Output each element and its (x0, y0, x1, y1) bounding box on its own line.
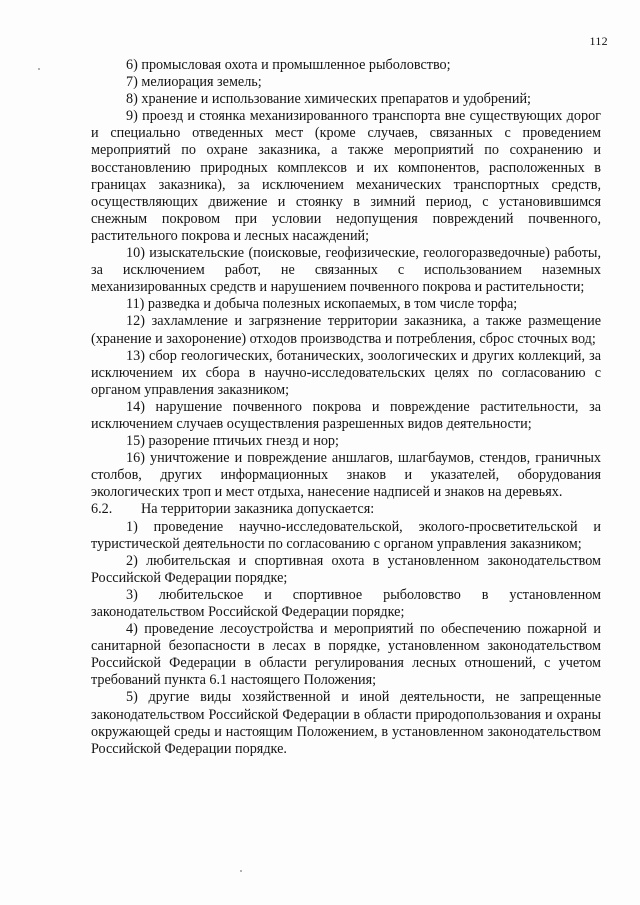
section-heading-text: На территории заказника допускается: (141, 501, 375, 518)
permitted-item: 1) проведение научно-исследовательской, эколого-просветительской и туристической деятельности по согласованию с органом управления заказником; (91, 518, 601, 552)
list-item: 7) мелиорация земель; (126, 74, 262, 91)
list-item: 9) проезд и стоянка механизированного транспорта вне существующих дорог и специально отведенных мест (кроме случаев, связанных с проведением мероприятий по охране заказника, а также мероприятий по сохранению и восстановлению природных комплексов и их компонентов, расположенных в границах заказника), за исключением механических транспортных средств, осуществляющих движение и стоянку в зимний период, с установившимся снежным покровом при условии недопущения повреждений почвенного, растительного покрова и лесных насаждений; (91, 108, 601, 244)
scan-speck (38, 68, 40, 70)
section-number: 6.2. (91, 501, 113, 518)
list-item: 15) разорение птичьих гнезд и нор; (126, 433, 339, 450)
list-item: 13) сбор геологических, ботанических, зоологических и других коллекций, за исключением их сбора в научно-исследовательских целях по согласованию с органом управления заказником; (91, 347, 601, 398)
list-item: 14) нарушение почвенного покрова и повреждение растительности, за исключением случаев осуществления разрешенных видов деятельности; (91, 398, 601, 432)
scan-speck (240, 870, 242, 872)
list-item: 12) захламление и загрязнение территории заказника, а также размещение (хранение и захоронение) отходов производства и потребления, сброс сточных вод; (91, 313, 601, 347)
permitted-item: 3) любительское и спортивное рыболовство в установленном законодательством Российской Федерации порядке; (91, 586, 601, 620)
permitted-item: 2) любительская и спортивная охота в установленном законодательством Российской Федерации порядке; (91, 552, 601, 586)
list-item: 11) разведка и добыча полезных ископаемых, в том числе торфа; (126, 296, 518, 313)
page-number: 112 (589, 34, 608, 48)
section-heading (91, 501, 601, 518)
permitted-item: 5) другие виды хозяйственной и иной деятельности, не запрещенные законодательством Российской Федерации в области природопользования и охраны окружающей среды и настоящим Положением, в установленном законодательством Российской Федерации порядке. (91, 689, 601, 757)
list-item: 16) уничтожение и повреждение аншлагов, шлагбаумов, стендов, граничных столбов, других информационных знаков и указателей, оборудования экологических троп и мест отдыха, нанесение надписей и знаков на деревьях. (91, 450, 601, 501)
list-item: 8) хранение и использование химических препаратов и удобрений; (126, 91, 531, 108)
list-item: 10) изыскательские (поисковые, геофизические, геологоразведочные) работы, за исключением работ, не связанных с использованием наземных механизированных средств и нарушением почвенного покрова и растительности; (91, 245, 601, 296)
document-body (91, 57, 601, 758)
list-item: 6) промысловая охота и промышленное рыболовство; (126, 57, 451, 73)
permitted-item: 4) проведение лесоустройства и мероприятий по обеспечению пожарной и санитарной безопасности в лесах в порядке, установленном законодательством Российской Федерации в области регулирования лесных отношений, с учетом требований пункта 6.1 настоящего Положения; (91, 621, 601, 689)
